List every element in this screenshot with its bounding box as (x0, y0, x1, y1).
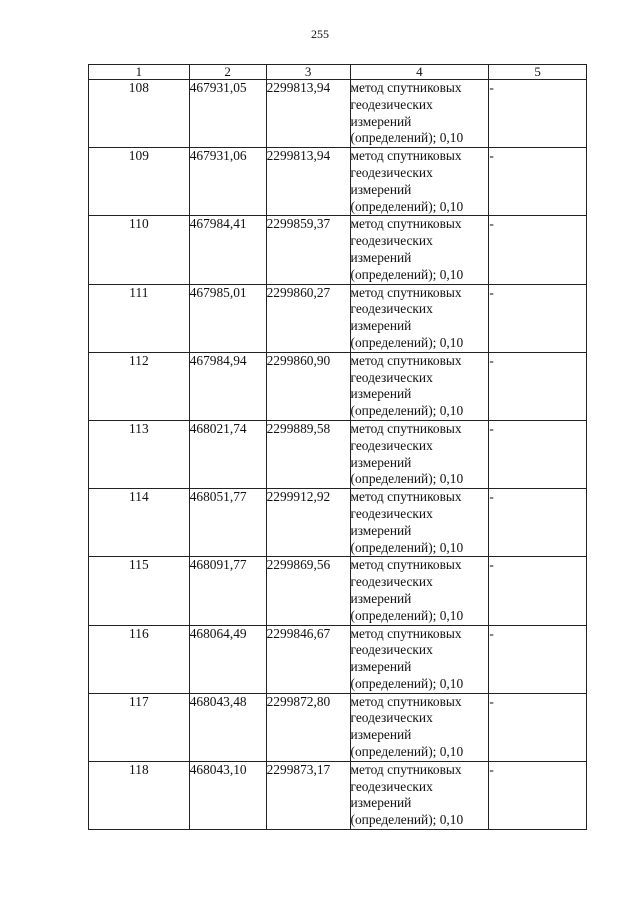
method-cell (350, 284, 489, 352)
method-line: геодезических (350, 574, 433, 590)
method-line: метод спутниковых (350, 625, 462, 641)
table-header-row (89, 65, 587, 80)
y-coordinate-cell: 2299872,80 (266, 693, 350, 761)
method-line: измерений (350, 113, 412, 129)
y-coordinate-cell: 2299859,37 (266, 216, 350, 284)
method-line: измерений (350, 522, 412, 538)
method-line: измерений (350, 795, 412, 811)
method-line: (определений); 0,10 (350, 130, 464, 146)
method-line: измерений (350, 727, 412, 743)
y-coordinate-cell: 2299860,90 (266, 352, 350, 420)
column-header-2: 2 (189, 65, 266, 80)
x-coordinate-cell: 467931,05 (189, 80, 266, 148)
method-line: измерений (350, 318, 412, 334)
note-cell: - (489, 284, 587, 352)
x-coordinate-cell: 468043,10 (189, 761, 266, 829)
method-line: (определений); 0,10 (350, 471, 464, 487)
note-cell: - (489, 420, 587, 488)
method-line: измерений (350, 181, 412, 197)
point-number-cell: 108 (89, 80, 190, 148)
point-number-cell: 117 (89, 693, 190, 761)
method-line: метод спутниковых (350, 489, 462, 505)
method-cell (350, 693, 489, 761)
method-line: (определений); 0,10 (350, 675, 464, 691)
method-line: (определений); 0,10 (350, 607, 464, 623)
note-cell: - (489, 625, 587, 693)
x-coordinate-cell: 468091,77 (189, 557, 266, 625)
point-number-cell: 116 (89, 625, 190, 693)
y-coordinate-cell: 2299912,92 (266, 489, 350, 557)
table-row (89, 216, 587, 284)
table-row (89, 284, 587, 352)
method-line: геодезических (350, 233, 433, 249)
method-line: (определений); 0,10 (350, 539, 464, 555)
method-line: метод спутниковых (350, 216, 462, 232)
column-header-3: 3 (266, 65, 350, 80)
table-row (89, 489, 587, 557)
point-number-cell: 112 (89, 352, 190, 420)
method-cell (350, 625, 489, 693)
x-coordinate-cell: 467985,01 (189, 284, 266, 352)
point-number-cell: 115 (89, 557, 190, 625)
point-number-cell: 113 (89, 420, 190, 488)
method-line: (определений); 0,10 (350, 403, 464, 419)
method-line: геодезических (350, 778, 433, 794)
method-line: (определений); 0,10 (350, 266, 464, 282)
method-cell (350, 420, 489, 488)
x-coordinate-cell: 467984,41 (189, 216, 266, 284)
note-cell: - (489, 216, 587, 284)
method-cell (350, 148, 489, 216)
method-cell (350, 761, 489, 829)
method-line: (определений); 0,10 (350, 812, 464, 828)
method-cell (350, 557, 489, 625)
method-line: измерений (350, 386, 412, 402)
table-row (89, 148, 587, 216)
method-line: измерений (350, 659, 412, 675)
note-cell: - (489, 148, 587, 216)
x-coordinate-cell: 467931,06 (189, 148, 266, 216)
table-row (89, 80, 587, 148)
method-line: метод спутниковых (350, 352, 462, 368)
column-header-1: 1 (89, 65, 190, 80)
method-line: метод спутниковых (350, 693, 462, 709)
page-number: 255 (311, 27, 329, 41)
table-row (89, 693, 587, 761)
method-cell (350, 489, 489, 557)
note-cell: - (489, 761, 587, 829)
method-line: геодезических (350, 301, 433, 317)
method-line: измерений (350, 249, 412, 265)
table-row (89, 761, 587, 829)
method-line: геодезических (350, 96, 433, 112)
method-cell (350, 80, 489, 148)
method-line: геодезических (350, 369, 433, 385)
method-line: геодезических (350, 437, 433, 453)
x-coordinate-cell: 468051,77 (189, 489, 266, 557)
column-header-4: 4 (350, 65, 489, 80)
y-coordinate-cell: 2299813,94 (266, 148, 350, 216)
note-cell: - (489, 80, 587, 148)
point-number-cell: 109 (89, 148, 190, 216)
method-line: метод спутниковых (350, 148, 462, 164)
x-coordinate-cell: 467984,94 (189, 352, 266, 420)
note-cell: - (489, 352, 587, 420)
method-cell (350, 216, 489, 284)
y-coordinate-cell: 2299869,56 (266, 557, 350, 625)
table-row (89, 352, 587, 420)
method-line: измерений (350, 454, 412, 470)
method-line: геодезических (350, 164, 433, 180)
y-coordinate-cell: 2299860,27 (266, 284, 350, 352)
note-cell: - (489, 557, 587, 625)
table-row (89, 420, 587, 488)
method-line: измерений (350, 590, 412, 606)
x-coordinate-cell: 468064,49 (189, 625, 266, 693)
coordinates-table (88, 64, 587, 830)
x-coordinate-cell: 468021,74 (189, 420, 266, 488)
method-line: метод спутниковых (350, 420, 462, 436)
method-line: (определений); 0,10 (350, 744, 464, 760)
point-number-cell: 110 (89, 216, 190, 284)
y-coordinate-cell: 2299889,58 (266, 420, 350, 488)
point-number-cell: 114 (89, 489, 190, 557)
table-row (89, 557, 587, 625)
point-number-cell: 111 (89, 284, 190, 352)
x-coordinate-cell: 468043,48 (189, 693, 266, 761)
method-line: геодезических (350, 642, 433, 658)
method-line: метод спутниковых (350, 80, 462, 95)
method-line: метод спутниковых (350, 284, 462, 300)
column-header-5: 5 (489, 65, 587, 80)
method-line: метод спутниковых (350, 761, 462, 777)
point-number-cell: 118 (89, 761, 190, 829)
note-cell: - (489, 693, 587, 761)
y-coordinate-cell: 2299873,17 (266, 761, 350, 829)
method-line: (определений); 0,10 (350, 198, 464, 214)
method-cell (350, 352, 489, 420)
note-cell: - (489, 489, 587, 557)
method-line: (определений); 0,10 (350, 334, 464, 350)
y-coordinate-cell: 2299846,67 (266, 625, 350, 693)
method-line: метод спутниковых (350, 557, 462, 573)
table-row (89, 625, 587, 693)
method-line: геодезических (350, 710, 433, 726)
y-coordinate-cell: 2299813,94 (266, 80, 350, 148)
method-line: геодезических (350, 505, 433, 521)
